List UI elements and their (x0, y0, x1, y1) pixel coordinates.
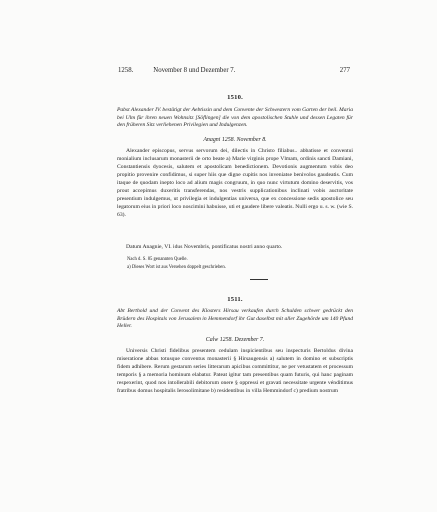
summary-1510: Pabst Alexander IV. bestätigt der Aebtissin und dem Convente der Schwestern vom Garten der heil. Maria bei Ulm für ihren neuen Wohnsitz [Söflingen] die von dem apostolischen Stuhle und dessen Legaten für den früheren Sitz verliehenen Privilegien und Indulgenzen. (117, 107, 353, 128)
document-number-1510: 1510. (227, 94, 243, 101)
datum-1510: Datum Anagnie, VI. idus Novembris, pontificatus nostri anno quarto. (126, 244, 283, 250)
header-year: 1258. (118, 66, 134, 74)
document-number-1511: 1511. (227, 296, 243, 303)
footnote-a-1510: a) Dieses Wort ist aus Versehen doppelt geschrieben. (127, 265, 226, 270)
text-1510: Alexander episcopus, servus servorum dei, dilectis in Christo filiabus.. abbatisse et conventui monialium inclusarum monasterii de orto beate a) Marie virginis prope Vlmam, ordinis sancti Damiani, Constantiensis dyocesis, salutem et apostolicam benedictionem. Devotionis augmentum vobis deo propitio provenire confidimus, si super hiis que digne cupitis nos inveniatse benivolos gaudeatis. Cum itaque de quodam inepto loco ad alium magis congruum, in quo nunc virtutum domino deservitis, vos prout accepimus duxeritis transferendas, nos vestris supplicationibus inclinati vobis auctoritate presentium indulgemus, ut privilegia et indulgentias universa, que ex concessione sedis apostolice seu legatorum eius in priori loco noscimini habuisse, uti et gaudere libere valeatis. Nulli ergo u. s. w. (wie S. 63). (117, 148, 353, 219)
running-header (118, 64, 350, 76)
section-divider (250, 279, 268, 280)
text-1511: Universis Christi fidelibus presentem cedulam inspicientibus seu inspecturis Bertoldus divina miseratione abbas totusque conventus monasterii § Hirsaugensis a) salutem in domino et subscriptis fidem adhibere. Rerum gestarum series litterarum apicibus committitur, ne per vetustatem et processum temporis § a memoria hominum elabatur. Pateat igitur tam presentibus quam futuris, qui hanc paginam respexerint, quod nos intollerabili debitorum onere § oppressi et gravati necessitate urgente vénditimus fratribus domus hospitalis Ierosolimitane b) residentibus in villa Hemmindorf c) predium nostrum (117, 348, 353, 395)
summary-1511: Abt Berthold und der Convent des Klosters Hirsau verkaufen durch Schulden schwer gedrückt den Brüdern des Hospitals von Jerusalem in Hemmendorf ihr Gut daselbst mit aller Zugehörde um 140 Pfund Heller. (117, 308, 353, 329)
page-number: 277 (339, 66, 350, 74)
dateline-1510: Anagni 1258. November 8. (203, 137, 267, 143)
header-running-title: November 8 und Dezember 7. (153, 66, 236, 74)
dateline-1511: Calw 1258. Dezember 7. (205, 337, 265, 343)
source-note-1510: Nach d. S. 85 genannten Quelle. (127, 257, 188, 262)
